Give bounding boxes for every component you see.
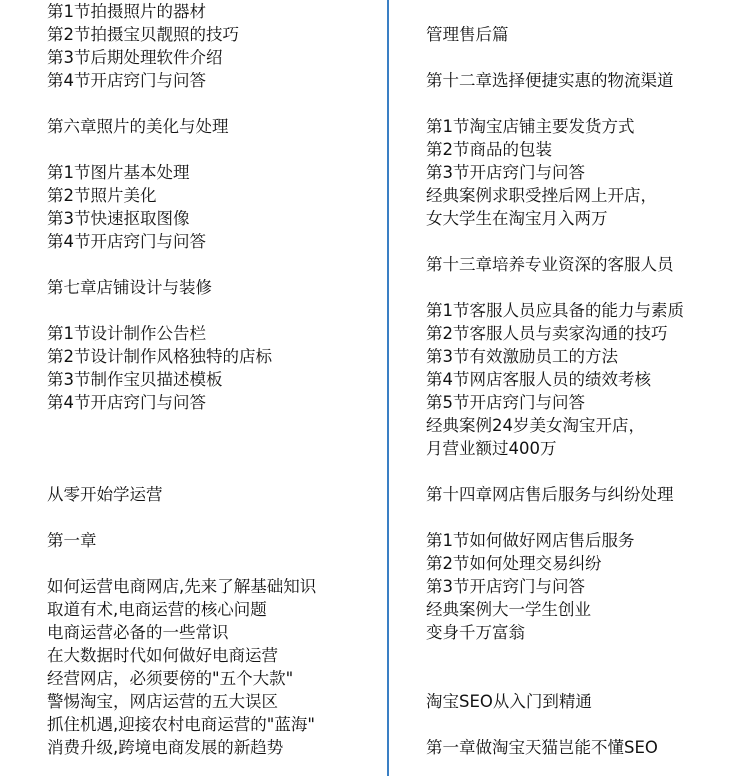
text-line: 第1节淘宝店铺主要发货方式 [426, 117, 635, 136]
text-line: 第3节开店窍门与问答 [426, 163, 585, 182]
text-line: 第一章做淘宝天猫岂能不懂SEO [426, 738, 658, 757]
text-line: 抓住机遇,迎接农村电商运营的"蓝海" [47, 715, 315, 734]
text-line: 第3节后期处理软件介绍 [47, 48, 223, 67]
text-line: 第2节如何处理交易纠纷 [426, 554, 602, 573]
text-line: 经营网店，必须要傍的"五个大款" [47, 669, 294, 688]
blank-line [47, 552, 382, 575]
text-line: 第一章 [47, 531, 97, 550]
text-line: 第4节网店客服人员的绩效考核 [426, 370, 651, 389]
text-line: 警惕淘宝，网店运营的五大误区 [47, 692, 278, 711]
text-line: 第六章照片的美化与处理 [47, 117, 229, 136]
text-line: 第5节开店窍门与问答 [426, 393, 585, 412]
blank-line [426, 92, 746, 115]
blank-line [47, 437, 382, 460]
blank-line [47, 460, 382, 483]
text-line: 如何运营电商网店,先来了解基础知识 [47, 577, 317, 596]
column-divider [387, 0, 389, 776]
text-line: 经典案例大一学生创业 [426, 600, 591, 619]
blank-line [426, 230, 746, 253]
blank-line [47, 299, 382, 322]
text-line: 电商运营必备的一些常识 [47, 623, 229, 642]
text-line: 第2节商品的包装 [426, 140, 552, 159]
blank-line [47, 92, 382, 115]
blank-line [426, 506, 746, 529]
text-line: 第3节快速抠取图像 [47, 209, 190, 228]
text-line: 第3节开店窍门与问答 [426, 577, 585, 596]
blank-line [47, 138, 382, 161]
text-line: 女大学生在淘宝月入两万 [426, 209, 608, 228]
blank-line [426, 460, 746, 483]
text-line: 在大数据时代如何做好电商运营 [47, 646, 278, 665]
text-line: 第1节如何做好网店售后服务 [426, 531, 635, 550]
right-text-column [426, 0, 746, 759]
text-line: 取道有术,电商运营的核心问题 [47, 600, 267, 619]
text-line: 经典案例求职受挫后网上开店， [426, 186, 657, 205]
text-line: 第4节开店窍门与问答 [47, 232, 206, 251]
text-line: 管理售后篇 [426, 25, 509, 44]
text-line: 变身千万富翁 [426, 623, 525, 642]
blank-line [426, 713, 746, 736]
blank-line [426, 276, 746, 299]
left-text-column [47, 0, 382, 759]
text-line: 第4节开店窍门与问答 [47, 71, 206, 90]
text-line: 第2节照片美化 [47, 186, 157, 205]
text-line: 经典案例24岁美女淘宝开店， [426, 416, 645, 435]
text-line: 第十四章网店售后服务与纠纷处理 [426, 485, 674, 504]
text-line: 淘宝SEO从入门到精通 [426, 692, 592, 711]
text-line: 第1节客服人员应具备的能力与素质 [426, 301, 684, 320]
text-line: 第2节拍摄宝贝靓照的技巧 [47, 25, 239, 44]
text-line: 第七章店铺设计与装修 [47, 278, 212, 297]
text-line: 第4节开店窍门与问答 [47, 393, 206, 412]
blank-line [47, 253, 382, 276]
text-line: 第1节拍摄照片的器材 [47, 2, 206, 21]
text-line: 第1节设计制作公告栏 [47, 324, 206, 343]
text-line: 第1节图片基本处理 [47, 163, 190, 182]
text-line: 第3节有效激励员工的方法 [426, 347, 618, 366]
text-line: 第十三章培养专业资深的客服人员 [426, 255, 674, 274]
text-line: 从零开始学运营 [47, 485, 163, 504]
text-line: 第3节制作宝贝描述模板 [47, 370, 223, 389]
text-line: 第2节客服人员与卖家沟通的技巧 [426, 324, 668, 343]
text-line: 消费升级,跨境电商发展的新趋势 [47, 738, 284, 757]
blank-line [426, 667, 746, 690]
text-line: 第2节设计制作风格独特的店标 [47, 347, 272, 366]
blank-line [426, 644, 746, 667]
blank-line [47, 506, 382, 529]
blank-line [426, 46, 746, 69]
text-line: 月营业额过400万 [426, 439, 557, 458]
text-line: 第十二章选择便捷实惠的物流渠道 [426, 71, 674, 90]
blank-line [426, 0, 746, 23]
blank-line [47, 414, 382, 437]
